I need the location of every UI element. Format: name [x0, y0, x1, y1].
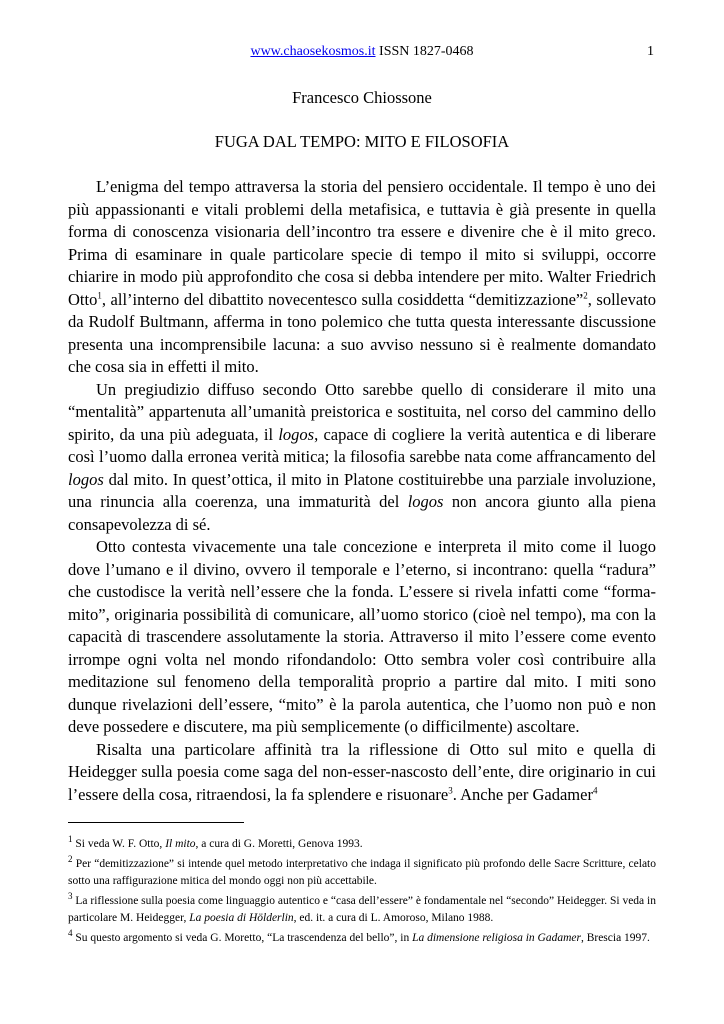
- author-name: Francesco Chiossone: [292, 88, 432, 107]
- footnote-number: 2: [68, 853, 73, 864]
- italic-term: logos: [278, 424, 315, 444]
- page-number: 1: [647, 44, 654, 59]
- paragraph-3: Otto contesta vivacemente una tale concezione e interpreta il mito come il luogo dove l’umano e il divino, ovvero il temporale e l’eterno, si incontrano: quella “radura” che custodisce la verità nell’essere che la fonda. L’essere si rivela infatti come “forma-mito”, originaria possibilità di comunicare, all’uomo storico (cioè nel tempo), ma con la capacità di trascendere assolutamente la storia. Attraverso il mito l’essere come evento irrompe ogni volta nel mondo rifondandolo: Otto sembra voler così contribuire alla meditazione sul fenomeno della temporalità proprio a partire dal mito. I miti sono dunque rivelazioni dell’essere, “mito” è la parola autentica, che l’uomo non può e non deve possedere e discutere, ma più semplicemente (o difficilmente) ascoltare.: [68, 537, 656, 736]
- footnote-ref-3[interactable]: 3: [448, 785, 453, 795]
- issn-text: ISSN 1827-0468: [375, 44, 474, 59]
- paragraph-4: Risalta una particolare affinità tra la riflessione di Otto sul mito e quella di Heidegger sulla poesia come saga del non-esser-nascosto dell’ente, dire originario in cui l’essere della cosa, ritraendosi, la fa splendere e risuonare$^3$. Anche per Gadamer$^4$: [68, 739, 656, 804]
- italic-term: logos: [407, 492, 444, 511]
- footnote-separator: [68, 822, 244, 823]
- footnote-ref-2[interactable]: 2: [583, 290, 588, 300]
- footnote-2: $^2$ Per “demitizzazione” si intende quel metodo interpretativo che indaga il significato più profondo delle Sacre Scritture, celato sotto una raffigurazione mitica del mondo oggi non più accettabile.: [68, 853, 656, 887]
- footnote-number: 3: [68, 890, 73, 901]
- footnote-ref-4[interactable]: 4: [592, 785, 598, 795]
- paragraph-2: Un pregiudizio diffuso secondo Otto sarebbe quello di considerare il mito una “mentalità” appartenuta all’umanità preistorica e sostituita, nel corso del cammino dello spirito, da una più adeguata, il logos, capace di cogliere la verità autentica e di liberare così l’uomo dalla erronea verità mitica; la filosofia sarebbe nata come affrancamento del logos dal mito. In quest’ottica, il mito in Platone costituirebbe una parziale involuzione, una rinuncia alla coerenza, una immaturità del logos non ancora giunto alla piena consapevolezza di sé.: [68, 379, 656, 534]
- page-header: [0, 44, 724, 64]
- article-body: [68, 176, 656, 806]
- header-citation: [0, 44, 724, 60]
- footnotes: [68, 836, 656, 949]
- article-title: FUGA DAL TEMPO: MITO E FILOSOFIA: [214, 132, 510, 151]
- paragraph-1: L’enigma del tempo attraversa la storia del pensiero occidentale. Il tempo è uno dei più appassionanti e vitali problemi della metafisica, e tuttavia è già presente in quella forma di conoscenza visionaria dell’incontro tra essere e divenire che è il mito greco. Prima di esaminare in quale particolare specie di tempo il mito si sviluppi, occorre chiarire in modo più approfondito che cosa si debba intendere per mito. Walter Friedrich Otto$^1$, all’interno del dibattito novecentesco sulla cosiddetta “demitizzazione”$^2$, sollevato da Rudolf Bultmann, afferma in tono polemico che tutta questa interessante discussione presenta una incomprensibile lacuna: a suo avviso nessuno si è realmente domandato che cosa sia in effetti il mito.: [68, 177, 656, 376]
- footnote-number: 1: [68, 834, 73, 845]
- footnote-4: $^4$ Su questo argomento si veda G. Moretto, “La trascendenza del bello”, in La dimensione religiosa in Gadamer, Brescia 1997.: [68, 927, 650, 944]
- footnote-number: 4: [68, 927, 73, 938]
- italic-term: logos: [68, 469, 104, 489]
- site-link[interactable]: www.chaosekosmos.it: [250, 44, 376, 59]
- footnote-1: $^1$ Si veda W. F. Otto, Il mito, a cura di G. Moretti, Genova 1993.: [68, 834, 363, 850]
- footnote-3: $^3$ La riflessione sulla poesia come linguaggio autentico e “casa dell’essere” è fondamentale nel “secondo” Heidegger. Si veda in particolare M. Heidegger, La poesia di Hölderlin, ed. it. a cura di L. Amoroso, Milano 1988.: [68, 890, 656, 924]
- footnote-ref-1[interactable]: 1: [97, 290, 102, 300]
